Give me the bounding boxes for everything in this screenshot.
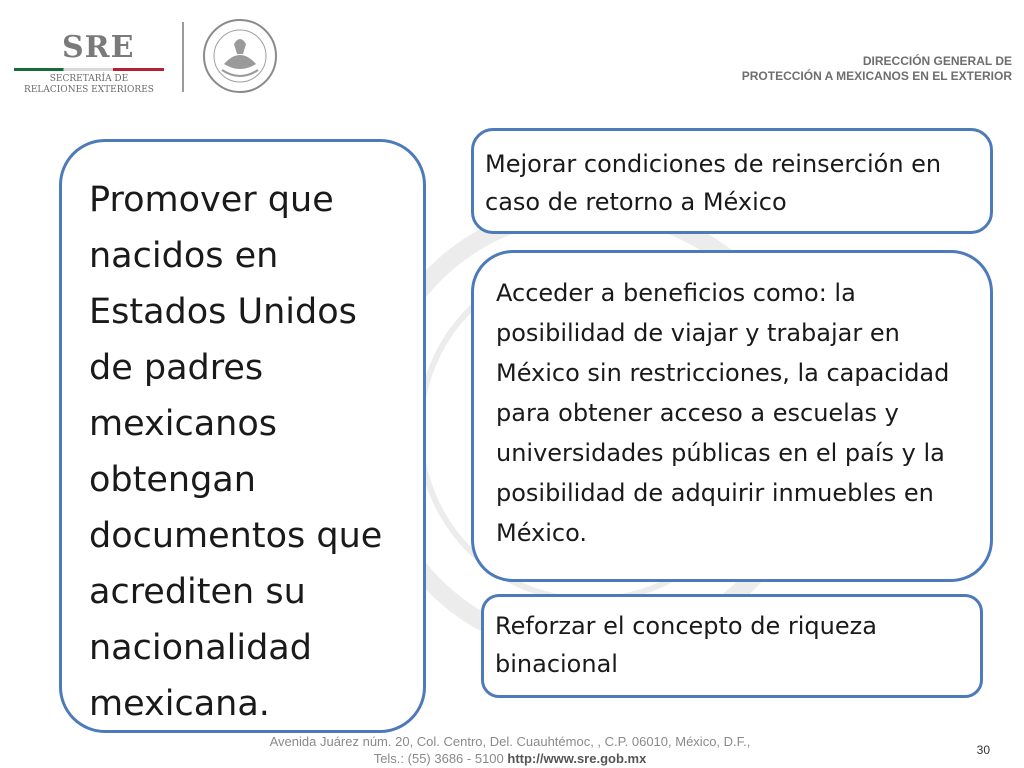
logo-flag-line [14, 68, 164, 71]
benefits-text: Acceder a beneficios como: la posibilidad de viajar y trabajar en México sin restricciones, la capacidad para obtener acceso a escuelas y universidades públicas en el país y la posibilidad de adquirir inmuebles en México. [496, 279, 950, 547]
reinsertion-text: Mejorar condiciones de reinserción en caso de retorno a México [485, 150, 942, 216]
department-line1: DIRECCIÓN GENERAL DE [862, 54, 1012, 68]
benefits-box [471, 250, 993, 582]
main-objective-box [59, 139, 426, 733]
reinsertion-box [471, 128, 993, 234]
binational-box [481, 594, 983, 698]
footer-address: Avenida Juárez núm. 20, Col. Centro, Del. Cuauhtémoc, , C.P. 06010, México, D.F., [269, 734, 751, 749]
binational-text: Reforzar el concepto de riqueza binacional [495, 612, 877, 678]
footer-contact [230, 750, 790, 767]
main-objective-text: Promover que nacidos en Estados Unidos de padres mexicanos obtengan documentos que acrediten su nacionalidad mexicana. [89, 180, 383, 724]
logo-subtitle [14, 74, 164, 96]
page-number: 30 [976, 743, 990, 757]
national-seal-icon [200, 16, 280, 96]
footer-phone: Tels.: (55) 3686 - 5100 [373, 751, 504, 766]
department-line2: PROTECCIÓN A MEXICANOS EN EL EXTERIOR [741, 69, 1012, 83]
logo-subtitle-line1: SECRETARÍA DE [49, 74, 129, 84]
logo-mark: SRE [62, 30, 135, 65]
footer [230, 733, 790, 767]
logo-subtitle-line2: RELACIONES EXTERIORES [24, 85, 154, 95]
header-divider [182, 22, 184, 92]
sre-logo [14, 30, 164, 100]
department-name [742, 54, 1012, 84]
footer-url-link[interactable]: http://www.sre.gob.mx [507, 751, 647, 766]
